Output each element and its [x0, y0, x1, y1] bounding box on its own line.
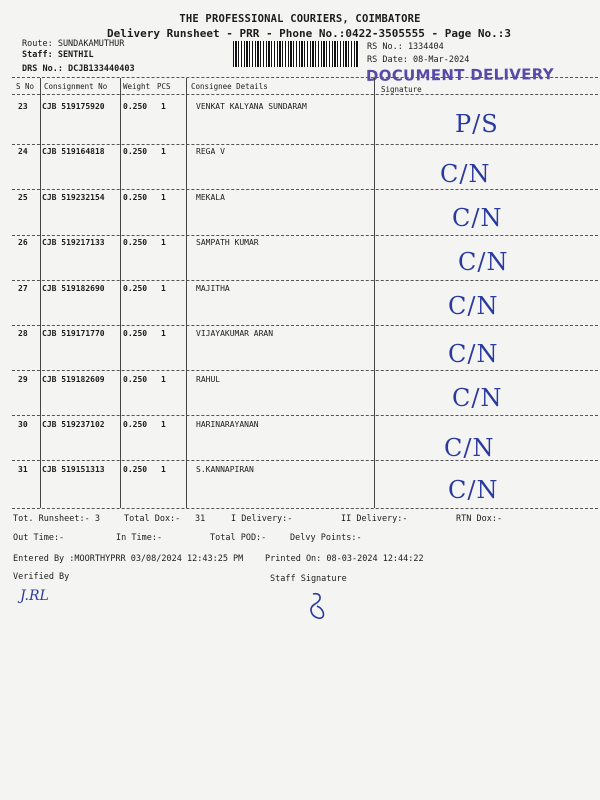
rs-date: RS Date: 08-Mar-2024 — [367, 55, 470, 65]
row-consignment: CJB 519151313 — [42, 465, 105, 474]
company-name: THE PROFESSIONAL COURIERS, COIMBATORE — [179, 13, 421, 25]
row-consignment: CJB 519237102 — [42, 420, 105, 429]
col-pcs: PCS — [157, 82, 171, 91]
row-signature: C/N — [444, 434, 495, 462]
column-line — [186, 78, 187, 508]
row-signature: C/N — [452, 204, 503, 232]
i-delivery: I Delivery:- — [231, 514, 293, 524]
col-signature: Signature — [381, 85, 422, 94]
row-signature: C/N — [440, 160, 491, 188]
row-sno: 30 — [18, 420, 28, 429]
col-consignee: Consignee Details — [191, 82, 268, 91]
divider — [12, 77, 598, 78]
row-signature: C/N — [448, 340, 499, 368]
col-sno: S No — [16, 82, 35, 91]
row-pcs: 1 — [161, 420, 166, 429]
document-delivery-stamp: DOCUMENT DELIVERY — [365, 65, 555, 85]
divider — [12, 144, 598, 145]
divider — [12, 325, 598, 326]
row-weight: 0.250 — [123, 102, 148, 111]
divider — [12, 94, 598, 95]
row-sno: 26 — [18, 238, 28, 247]
row-consignment: CJB 519232154 — [42, 193, 105, 202]
in-time: In Time:- — [116, 533, 163, 543]
row-pcs: 1 — [161, 329, 166, 338]
divider — [12, 280, 598, 281]
total-dox-value: 31 — [195, 514, 206, 524]
divider — [12, 508, 598, 509]
row-signature: P/S — [455, 110, 499, 138]
row-pcs: 1 — [161, 102, 166, 111]
row-consignee: MAJITHA — [196, 284, 230, 293]
divider — [12, 460, 598, 461]
row-consignment: CJB 519171770 — [42, 329, 105, 338]
row-weight: 0.250 — [123, 147, 148, 156]
row-sno: 23 — [18, 102, 28, 111]
staff-signature-label: Staff Signature — [270, 574, 347, 584]
row-sno: 25 — [18, 193, 28, 202]
divider — [12, 235, 598, 236]
column-line — [120, 78, 121, 508]
row-weight: 0.250 — [123, 465, 148, 474]
row-consignee: SAMPATH KUMAR — [196, 238, 259, 247]
row-consignment: CJB 519182609 — [42, 375, 105, 384]
row-consignment: CJB 519217133 — [42, 238, 105, 247]
row-consignee: HARINARAYANAN — [196, 420, 259, 429]
row-consignee: REGA V — [196, 147, 225, 156]
verifier-initials: J.RL — [20, 588, 49, 604]
row-pcs: 1 — [161, 147, 166, 156]
row-consignment: CJB 519175920 — [42, 102, 105, 111]
row-sno: 28 — [18, 329, 28, 338]
rs-number: RS No.: 1334404 — [367, 42, 444, 52]
row-consignee: VIJAYAKUMAR ARAN — [196, 329, 274, 338]
row-weight: 0.250 — [123, 420, 148, 429]
row-pcs: 1 — [161, 375, 166, 384]
col-consignment: Consignment No — [44, 82, 108, 91]
printed-on: Printed On: 08-03-2024 12:44:22 — [265, 554, 424, 564]
tot-runsheet: Tot. Runsheet:- 3 — [13, 514, 100, 524]
out-time: Out Time:- — [13, 533, 65, 543]
column-line — [40, 78, 41, 508]
verified-by: Verified By — [13, 572, 70, 582]
runsheet-title: Delivery Runsheet - PRR - Phone No.:0422-3505555 - Page No.:3 — [107, 27, 511, 40]
row-sno: 31 — [18, 465, 28, 474]
row-sno: 29 — [18, 375, 28, 384]
barcode — [233, 41, 359, 67]
row-pcs: 1 — [161, 284, 166, 293]
entered-by: Entered By :MOORTHYPRR 03/08/2024 12:43:25 PM — [13, 554, 244, 564]
delvy-points: Delvy Points:- — [290, 533, 362, 543]
row-consignee: S.KANNAPIRAN — [196, 465, 254, 474]
divider — [12, 415, 598, 416]
divider — [12, 370, 598, 371]
route: Route: SUNDAKAMUTHUR — [22, 39, 125, 49]
divider — [12, 189, 598, 190]
row-weight: 0.250 — [123, 375, 148, 384]
staff-signature-scribble — [305, 590, 331, 622]
staff: Staff: SENTHIL — [22, 50, 94, 60]
row-signature: C/N — [452, 384, 503, 412]
row-signature: C/N — [448, 292, 499, 320]
row-weight: 0.250 — [123, 329, 148, 338]
row-consignee: MEKALA — [196, 193, 225, 202]
row-weight: 0.250 — [123, 238, 148, 247]
ii-delivery: II Delivery:- — [341, 514, 408, 524]
row-weight: 0.250 — [123, 193, 148, 202]
row-signature: C/N — [448, 476, 499, 504]
row-consignee: RAHUL — [196, 375, 221, 384]
row-signature: C/N — [458, 248, 509, 276]
row-consignee: VENKAT KALYANA SUNDARAM — [196, 102, 307, 111]
row-pcs: 1 — [161, 238, 166, 247]
row-weight: 0.250 — [123, 284, 148, 293]
row-pcs: 1 — [161, 465, 166, 474]
row-consignment: CJB 519164818 — [42, 147, 105, 156]
total-dox-label: Total Dox:- — [124, 514, 181, 524]
row-sno: 24 — [18, 147, 28, 156]
drs-number: DRS No.: DCJB133440403 — [22, 64, 135, 74]
column-line — [374, 78, 375, 508]
row-consignment: CJB 519182690 — [42, 284, 105, 293]
col-weight: Weight — [123, 82, 151, 91]
row-sno: 27 — [18, 284, 28, 293]
row-pcs: 1 — [161, 193, 166, 202]
rtn-dox: RTN Dox:- — [456, 514, 503, 524]
total-pod: Total POD:- — [210, 533, 267, 543]
